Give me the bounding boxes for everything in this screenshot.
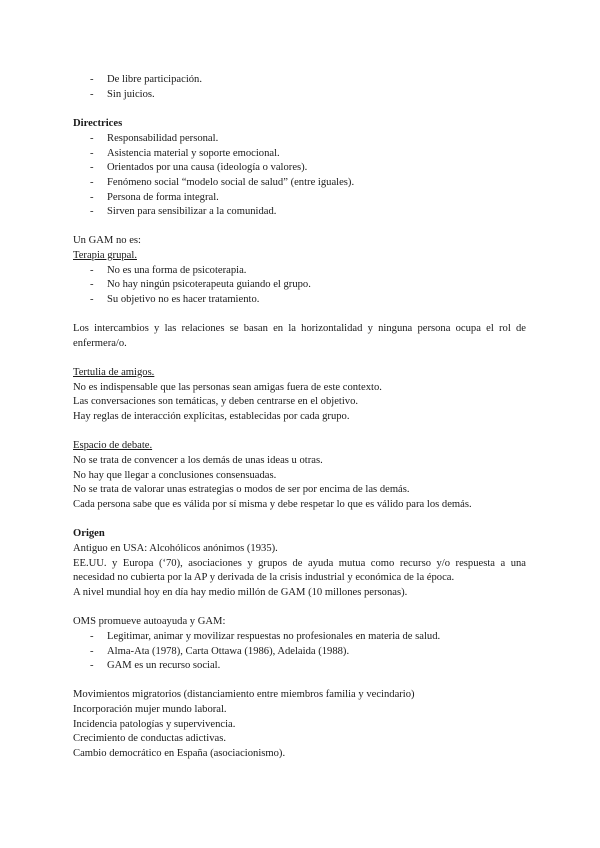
bullet-dash: - <box>90 177 94 188</box>
bullet-dash: - <box>90 74 94 85</box>
text-line: necesidad no cubierta por la AP y derivada de la crisis industrial y económica de la época. <box>73 572 455 583</box>
text-line: Movimientos migratorios (distanciamiento entre miembros familia y vecindario) <box>73 689 415 700</box>
list-item: Responsabilidad personal. <box>107 133 219 144</box>
paragraph-line: Los intercambios y las relaciones se basan en la horizontalidad y ninguna persona ocupa el rol de <box>73 323 526 334</box>
list-item: Su objetivo no es hacer tratamiento. <box>107 294 260 305</box>
text-line: Hay reglas de interacción explícitas, establecidas por cada grupo. <box>73 411 350 422</box>
list-item: GAM es un recurso social. <box>107 660 221 671</box>
paragraph-line: enfermera/o. <box>73 338 127 349</box>
subheading-tertulia: Tertulia de amigos. <box>73 367 155 378</box>
text-line: Antiguo en USA: Alcohólicos anónimos (1935). <box>73 543 278 554</box>
text-line: Crecimiento de conductas adictivas. <box>73 733 226 744</box>
text-line: Incidencia patologías y supervivencia. <box>73 719 236 730</box>
section-heading-directrices: Directrices <box>73 118 123 129</box>
list-item: Alma-Ata (1978), Carta Ottawa (1986), Adelaida (1988). <box>107 646 350 657</box>
oms-intro: OMS promueve autoayuda y GAM: <box>73 616 226 627</box>
list-item: Orientados por una causa (ideología o valores). <box>107 162 308 173</box>
list-item: Asistencia material y soporte emocional. <box>107 148 280 159</box>
text-line: No se trata de convencer a los demás de unas ideas u otras. <box>73 455 323 466</box>
section-heading-origen: Origen <box>73 528 105 539</box>
bullet-dash: - <box>90 192 94 203</box>
list-item: No es una forma de psicoterapia. <box>107 265 247 276</box>
bullet-dash: - <box>90 162 94 173</box>
subheading-debate: Espacio de debate. <box>73 440 153 451</box>
list-item: Persona de forma integral. <box>107 192 219 203</box>
list-item: No hay ningún psicoterapeuta guiando el grupo. <box>107 279 311 290</box>
text-line: A nivel mundial hoy en día hay medio millón de GAM (10 millones personas). <box>73 587 408 598</box>
bullet-dash: - <box>90 294 94 305</box>
list-item: De libre participación. <box>107 74 203 85</box>
text-line: No es indispensable que las personas sean amigas fuera de este contexto. <box>73 382 382 393</box>
text-line: Cada persona sabe que es válida por sí misma y debe respetar lo que es válido para los demás. <box>73 499 472 510</box>
bullet-dash: - <box>90 279 94 290</box>
text-line: Cambio democrático en España (asociacionismo). <box>73 748 286 759</box>
bullet-dash: - <box>90 631 94 642</box>
bullet-dash: - <box>90 148 94 159</box>
text-line: No se trata de valorar unas estrategias o modos de ser por encima de las demás. <box>73 484 410 495</box>
bullet-dash: - <box>90 265 94 276</box>
text-line: Las conversaciones son temáticas, y deben centrarse en el objetivo. <box>73 396 359 407</box>
no-es-intro: Un GAM no es: <box>73 235 141 246</box>
text-line: Incorporación mujer mundo laboral. <box>73 704 227 715</box>
bullet-dash: - <box>90 133 94 144</box>
bullet-dash: - <box>90 660 94 671</box>
list-item: Legitimar, animar y movilizar respuestas no profesionales en materia de salud. <box>107 631 441 642</box>
text-line: EE.UU. y Europa (‘70), asociaciones y grupos de ayuda mutua como recurso y/o respuesta a una <box>73 558 526 569</box>
bullet-dash: - <box>90 206 94 217</box>
subheading-terapia: Terapia grupal. <box>73 250 137 261</box>
bullet-dash: - <box>90 89 94 100</box>
text-line: No hay que llegar a conclusiones consensuadas. <box>73 470 277 481</box>
list-item: Sin juicios. <box>107 89 155 100</box>
list-item: Fenómeno social “modelo social de salud” (entre iguales). <box>107 177 355 188</box>
bullet-dash: - <box>90 646 94 657</box>
list-item: Sirven para sensibilizar a la comunidad. <box>107 206 277 217</box>
